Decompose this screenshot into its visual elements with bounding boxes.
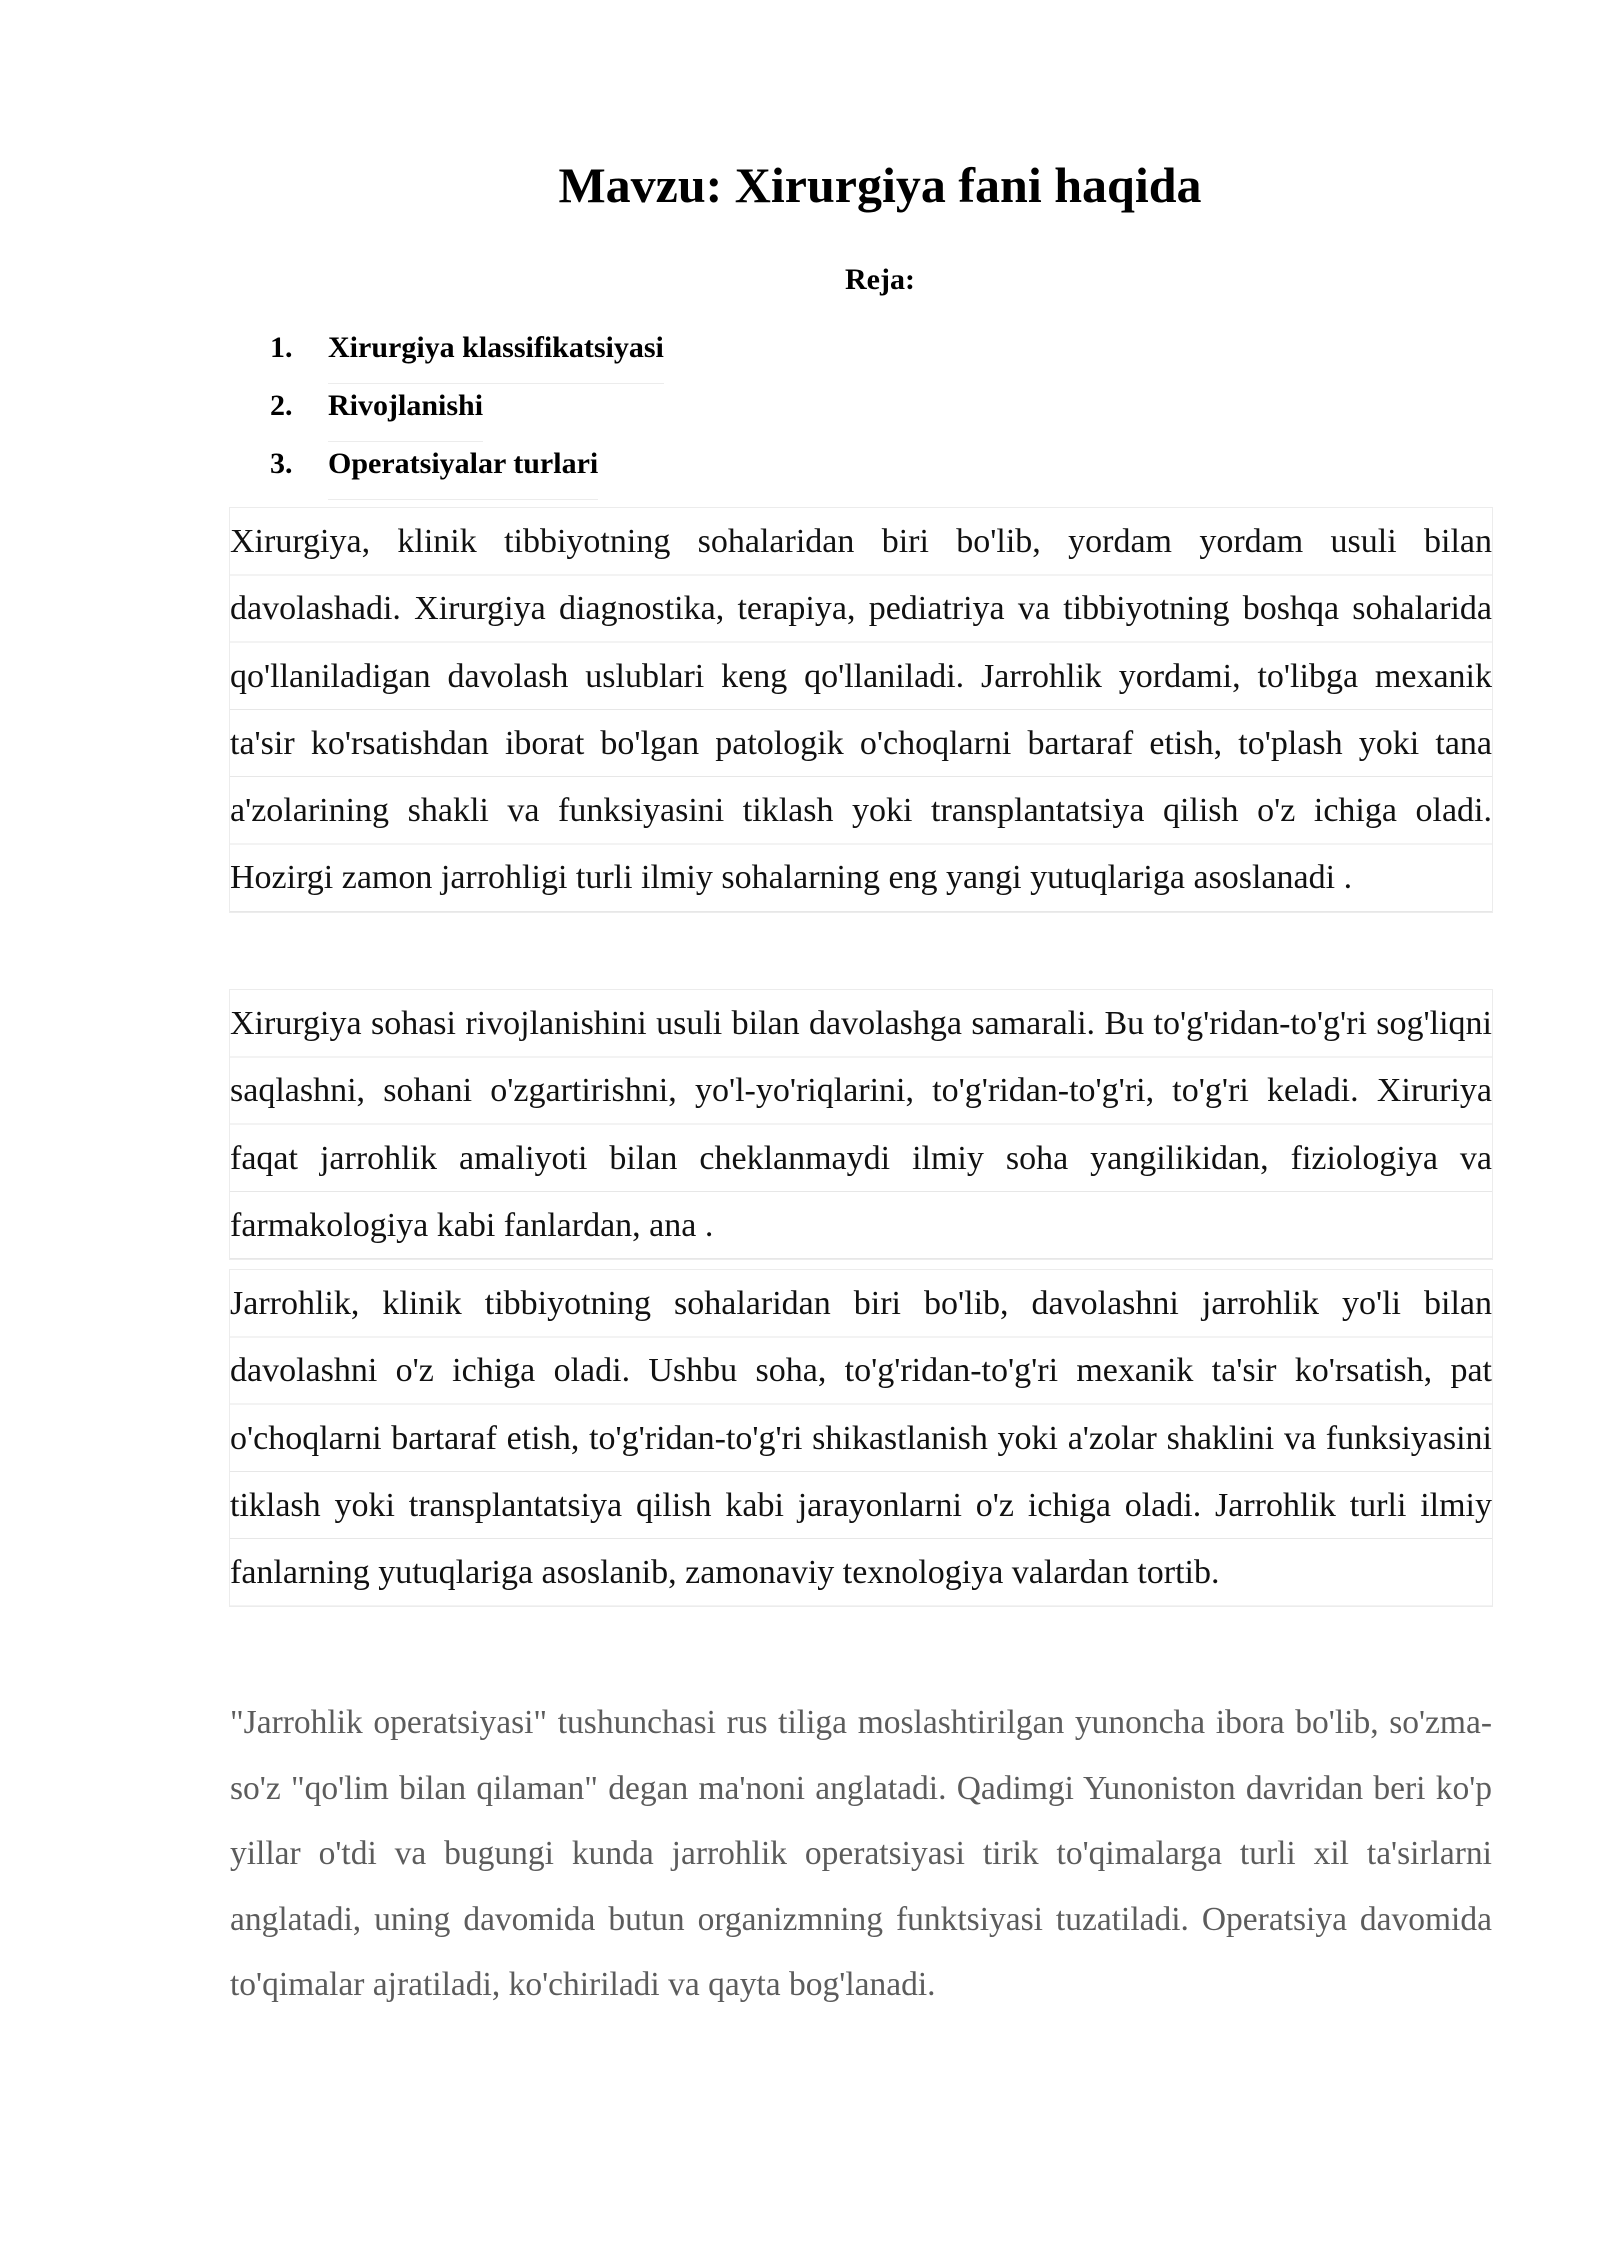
plan-item-text: Operatsiyalar turlari — [328, 442, 598, 500]
plan-heading: Reja: — [845, 263, 915, 296]
plan-item-text: Xirurgiya klassifikatsiyasi — [328, 326, 664, 384]
paragraph-development: Xirurgiya sohasi rivojlanishini usuli bilan davolashga samarali. Bu to'g'ridan-to'g'ri sog'liqni saqlashni, sohani o'zgartirishni, yo'l-yo'riqlarini, to'g'ridan-to'g'ri, to'g'ri keladi. Xiruriya faqat jarrohlik amaliyoti bilan cheklanmaydi ilmiy soha yangilikidan, fiziologiya va farmakologiya kabi fanlardan, ana . — [230, 990, 1492, 1259]
plan-item-number: 1. — [270, 331, 293, 364]
plan-item-text: Rivojlanishi — [328, 384, 483, 442]
plan-list — [270, 326, 664, 500]
document-title: Mavzu: Xirurgiya fani haqida — [558, 157, 1202, 213]
plan-item — [270, 326, 664, 384]
plan-item-number: 3. — [270, 447, 293, 480]
plan-item — [270, 442, 664, 500]
paragraph-operation: "Jarrohlik operatsiyasi" tushunchasi rus tiliga moslashtirilgan yunoncha ibora bo'lib, so'zma-so'z "qo'lim bilan qilaman" degan ma'noni anglatadi. Qadimgi Yunoniston davridan beri ko'p yillar o'tdi va bugungi kunda jarrohlik operatsiyasi tirik to'qimalarga turli xil ta'sirlarni anglatadi, uning davomida butun organizmning funktsiyasi tuzatiladi. Operatsiya davomida to'qimalar ajratiladi, ko'chiriladi va qayta bog'lanadi. — [230, 1704, 1492, 2003]
paragraph-surgery: Jarrohlik, klinik tibbiyotning sohalaridan biri bo'lib, davolashni jarrohlik yo'li bilan davolashni o'z ichiga oladi. Ushbu soha, to'g'ridan-to'g'ri mexanik ta'sir ko'rsatish, pat o'choqlarni bartaraf etish, to'g'ridan-to'g'ri shikastlanish yoki a'zolar shaklini va funksiyasini tiklash yoki transplantatsiya qilish kabi jarayonlarni o'z ichiga oladi. Jarrohlik turli ilmiy fanlarning yutuqlariga asoslanib, zamonaviy texnologiya valardan tortib. — [230, 1270, 1492, 1606]
plan-item — [270, 384, 664, 442]
paragraph-intro: Xirurgiya, klinik tibbiyotning sohalaridan biri bo'lib, yordam yordam usuli bilan davolashadi. Xirurgiya diagnostika, terapiya, pediatriya va tibbiyotning boshqa sohalarida qo'llaniladigan davolash uslublari keng qo'llaniladi. Jarrohlik yordami, to'libga mexanik ta'sir ko'rsatishdan iborat bo'lgan patologik o'choqlarni bartaraf etish, to'plash yoki tana a'zolarining shakli va funksiyasini tiklash yoki transplantatsiya qilish o'z ichiga oladi. Hozirgi zamon jarrohligi turli ilmiy sohalarning eng yangi yutuqlariga asoslanadi . — [230, 508, 1492, 912]
plan-item-number: 2. — [270, 389, 293, 422]
